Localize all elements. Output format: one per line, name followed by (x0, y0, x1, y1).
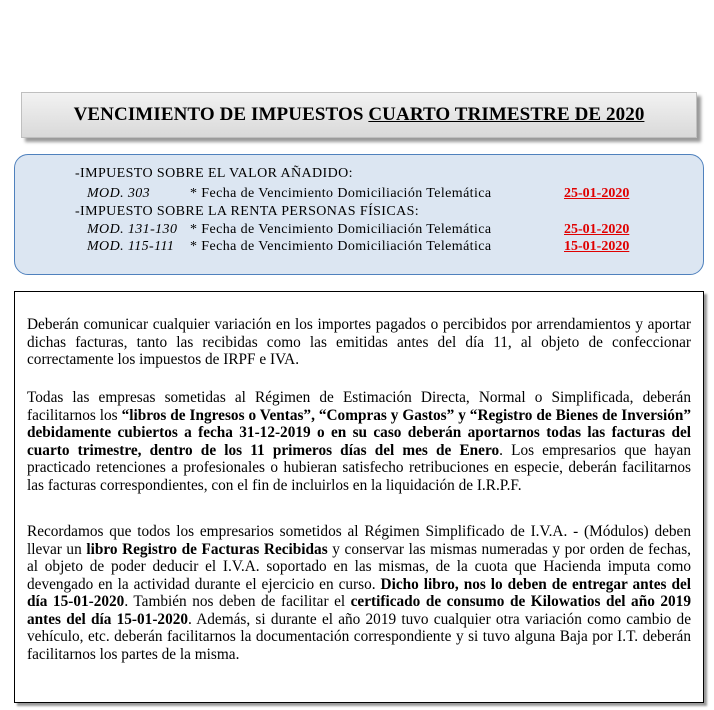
model-115-111-description: * Fecha de Vencimiento Domiciliación Telemática (190, 239, 492, 254)
p2-text-a: Todas las empresas sometidas al Régimen de Estimación Directa, Normal o Simplificada, deberán facilitarnos los (27, 389, 691, 424)
title-banner (21, 92, 697, 138)
p3-text-a: Recordamos que todos los empresarios sometidos al Régimen Simplificado de I.V.A. - (Módulos) deben llevar un (27, 523, 691, 558)
p2-bold: “libros de Ingresos o Ventas”, “Compras y Gastos” y “Registro de Bienes de Inversión” debidamente cubiertos a fecha 31-12-2019 o en su caso deberán aportarnos todas las facturas del cuarto trimestre, dentro de los 11 primeros días del mes de Enero (27, 406, 691, 459)
model-131-130: MOD. 131-130 (87, 222, 178, 237)
model-115-111: MOD. 115-111 (87, 239, 175, 254)
p2-text-c: . Los empresarios que hayan practicado retenciones a profesionales o hubieran satisfecho retribuciones en especie, deberán facilitarnos las facturas correspondientes, con el fin de incluirlos en la liquidación de I.R.P.F. (27, 441, 691, 494)
model-303: MOD. 303 (87, 186, 151, 201)
instructions-box (14, 291, 704, 703)
model-131-130-description: * Fecha de Vencimiento Domiciliación Telemática (190, 222, 492, 237)
page-title (74, 104, 645, 126)
p3-text-c: y conservar las mismas numeradas y por orden de fechas, al objeto de poder deducir el I.V.A. soportado en las mismas, de la cuota que Hacienda imputa como devengado en la actividad durante el ejercicio en curso. (27, 540, 691, 593)
model-115-111-date: 15-01-2020 (564, 239, 630, 254)
model-303-description: * Fecha de Vencimiento Domiciliación Telemática (190, 186, 492, 201)
model-131-130-date: 25-01-2020 (564, 222, 630, 237)
tax-deadlines-box (14, 154, 704, 275)
p3-bold-d: Dicho libro, nos lo deben de entregar antes del día 15-01-2020 (27, 575, 692, 610)
iva-heading: -IMPUESTO SOBRE EL VALOR AÑADIDO: (75, 166, 353, 181)
irpf-heading: -IMPUESTO SOBRE LA RENTA PERSONAS FÍSICAS: (75, 204, 420, 219)
p3-text-g: . Además, si durante el año 2019 tuvo cualquier otra variación como cambio de vehículo, etc. deberán facilitarnos la documentación correspondiente y si tuvo alguna Baja por I.T. deberán facilitarnos los partes de la misma. (27, 610, 691, 663)
model-303-date: 25-01-2020 (564, 186, 630, 201)
p3-text-e: . También nos deben de facilitar el (124, 593, 351, 610)
p3-bold-f: certificado de consumo de Kilowatios del año 2019 antes del día 15-01-2020 (27, 593, 691, 628)
paragraph-rentals: Deberán comunicar cualquier variación en los importes pagados o percibidos por arrendamientos y aportar dichas facturas, tanto las recibidas como las emitidas antes del día 11, al objeto de confeccionar correctamente los impuestos de IRPF e IVA. (27, 316, 691, 368)
paragraph-modules (27, 523, 691, 663)
title-prefix: VENCIMIENTO DE IMPUESTOS (73, 104, 369, 125)
paragraph-books (27, 389, 691, 494)
p3-bold-b: libro Registro de Facturas Recibidas (86, 540, 328, 558)
title-period: CUARTO TRIMESTRE DE 2020 (368, 104, 645, 125)
